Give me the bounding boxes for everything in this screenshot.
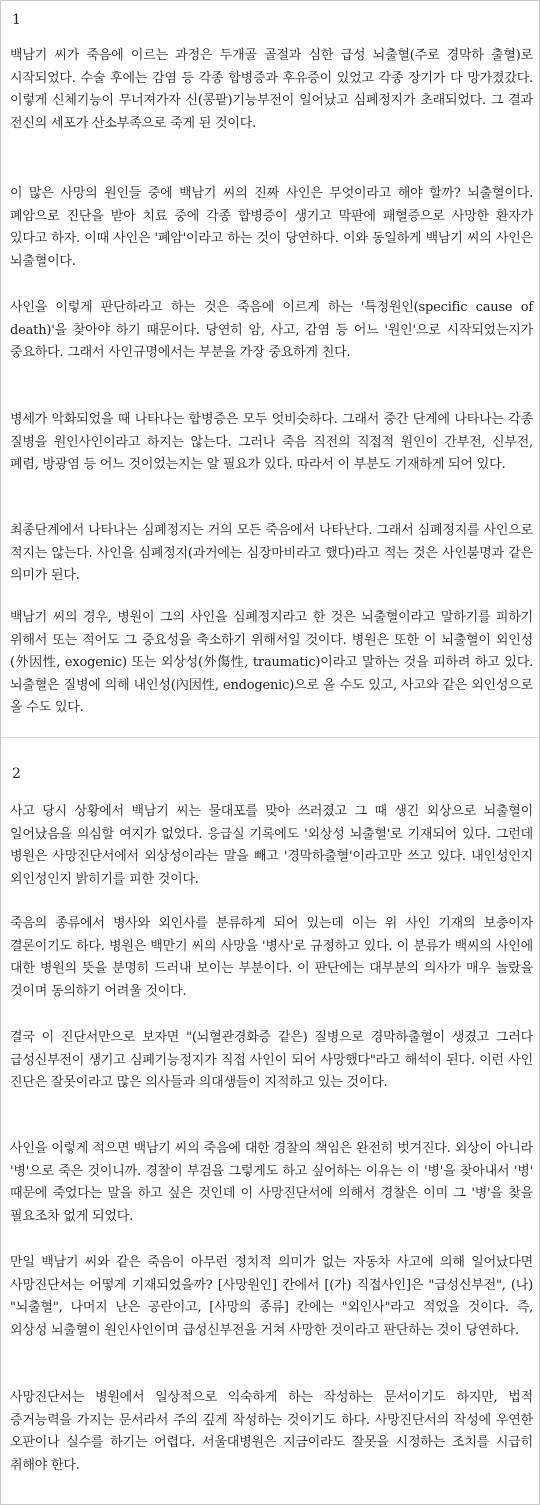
section-number-1: 1 [12, 12, 21, 28]
section-2-paragraph-2: 죽음의 종류에서 병사와 외인사를 분류하게 되어 있는데 이는 위 사인 기재의 보충이자 결론이기도 하다. 병원은 백만기 씨의 사망을 '병사'로 규정하고 있다. 이 분류가 백씨의 사인에 대한 병원의 뜻을 분명히 드러내 보이는 부분이다. 이 판단에는 대부분의 의사가 매우 놀랐을 것이며 동의하기 어려울 것이다. [10, 916, 533, 999]
section-2-paragraph-4: 사인을 이렇게 적으면 백남기 씨의 죽음에 대한 경찰의 책임은 완전히 벗겨진다. 외상이 아니라 '병'으로 죽은 것이니까. 경찰이 부검을 그렇게도 하고 싶어하는 이유는 이 '병'을 찾아내서 '병' 때문에 죽었다는 말을 하고 싶은 것인데 이 사망진단서에 의해서 경찰은 이미 그 '병'을 찾을 필요조차 없게 되었다. [10, 1141, 533, 1224]
section-number-2: 2 [12, 766, 21, 782]
section-1-paragraph-5: 최종단계에서 나타나는 심폐정지는 거의 모든 죽음에서 나타난다. 그래서 심폐정지를 사인으로 적지는 않는다. 사인을 심폐정지(과거에는 심장마비라고 했다)라고 적는 것은 사인불명과 같은 의미가 된다. [10, 523, 533, 584]
section-1-paragraph-1: 백남기 씨가 죽음에 이르는 과정은 두개골 골절과 심한 급성 뇌출혈(주로 경막하 출혈)로 시작되었다. 수술 후에는 감염 등 각종 합병증과 후유증이 있었고 각종 장기가 다 망가졌갔다. 이렇게 신체기능이 무너져가자 신(콩팥)기능부전이 일어났고 심폐정지가 초래되었다. 그 결과 전신의 세포가 산소부족으로 죽게 된 것이다. [10, 48, 533, 131]
section-divider [1, 737, 539, 738]
section-1-paragraph-6: 백남기 씨의 경우, 병원이 그의 사인을 심폐정지라고 한 것은 뇌출혈이라고 말하기를 피하기 위해서 또는 적어도 그 중요성을 축소하기 위해서일 것이다. 병원은 또한 이 뇌출혈이 외인성(外因性, exogenic) 또는 외상성(外傷性, traumatic)이라고 말하는 것을 피하려 하고 있다. 뇌출혈은 질병에 의해 내인성(內因性, endogenic)으로 올 수도 있고, 사고와 같은 외인성으로 올 수도 있다. [10, 610, 533, 716]
section-2-paragraph-3: 결국 이 진단서만으로 보자면 "(뇌혈관경화증 같은) 질병으로 경막하출혈이 생겼고 그러다 급성신부전이 생기고 심폐기능정지가 직접 사인이 되어 사망했다"라고 해석이 된다. 이런 사인 진단은 잘못이라고 많은 의사들과 의대생들이 지적하고 있는 것이다. [10, 1030, 533, 1091]
section-1-paragraph-3: 사인을 이렇게 판단하라고 하는 것은 죽음에 이르게 하는 '특정원인(specific cause of death)'을 찾아야 하기 때문이다. 당연히 암, 사고, 감염 등 어느 '원인'으로 시작되었는지가 중요하다. 그래서 사인규명에서는 부분을 가장 중요하게 친다. [10, 300, 533, 361]
section-2-paragraph-6: 사망진단서는 병원에서 일상적으로 익숙하게 하는 작성하는 문서이기도 하지만, 법적 증거능력을 가지는 문서라서 주의 깊게 작성하는 것이기도 하다. 사망진단서의 작성에 우연한 오판이나 실수를 하기는 어렵다. 서울대병원은 지금이라도 잘못을 시정하는 조치를 시급히 취해야 한다. [10, 1390, 533, 1473]
section-1-paragraph-4: 병세가 악화되었을 때 나타나는 합병증은 모두 엇비슷하다. 그래서 중간 단계에 나타나는 각종 질병을 원인사인이라고 하지는 않는다. 그러나 죽음 직전의 직접적 원인이 간부전, 신부전, 폐렴, 방광염 등 어느 것이었는지는 알 필요가 있다. 따라서 이 부분도 기재하게 되어 있다. [10, 412, 533, 473]
section-1-paragraph-2: 이 많은 사망의 원인들 중에 백남기 씨의 진짜 사인은 무엇이라고 해야 할까? 뇌출혈이다. 폐암으로 진단을 받아 치료 중에 각종 합병증이 생기고 막판에 패혈증으로 사망한 환자가 있다고 하자. 이때 사인은 '폐암'이라고 하는 것이 당연하다. 이와 동일하게 백남기 씨의 사인은 뇌출혈이다. [10, 186, 533, 269]
section-2-paragraph-5: 만일 백남기 씨와 같은 죽음이 아무런 정치적 의미가 없는 자동차 사고에 의해 일어났다면 사망진단서는 어떻게 기재되었을까? [사망원인] 칸에서 [(가) 직접사인]은 "급성신부전", (나) "뇌출혈", 나머지 난은 공란이고, [사망의 종류] 칸에는 "외인사"라고 적었을 것이다. 즉, 외상성 뇌출혈이 원인사인이며 급성신부전을 거쳐 사망한 것이라고 판단하는 것이 당연하다. [10, 1255, 533, 1338]
section-2-paragraph-1: 사고 당시 상황에서 백남기 씨는 물대포를 맞아 쓰러졌고 그 때 생긴 외상으로 뇌출혈이 일어났음을 의심할 여지가 없었다. 응급실 기록에도 '외상성 뇌출혈'로 기재되어 있다. 그런데 병원은 사망진단서에서 외상성이라는 말을 빼고 '경막하출혈'이라고만 쓰고 있다. 내인성인지 외인성인지 밝히기를 피한 것이다. [10, 804, 533, 887]
